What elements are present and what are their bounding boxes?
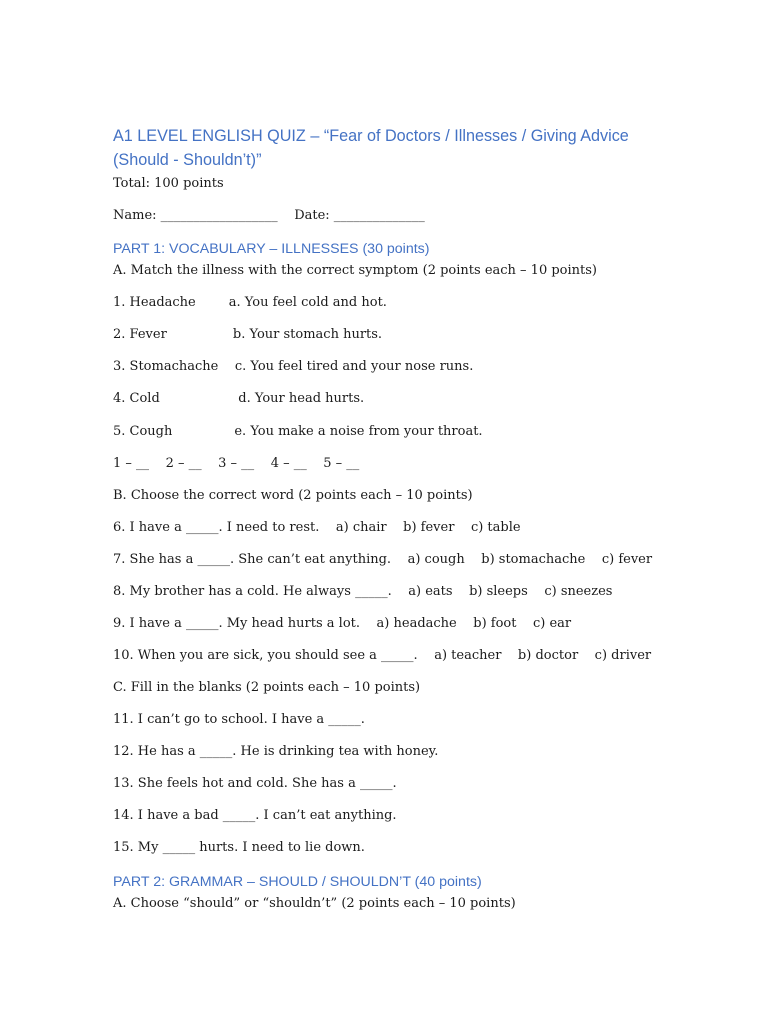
match-item: 4. Cold d. Your head hurts. xyxy=(113,391,365,406)
section-a-instruction: A. Match the illness with the correct symptom (2 points each – 10 points) xyxy=(113,263,598,278)
part-2-heading: PART 2: GRAMMAR – SHOULD / SHOULDN’T (40 points) xyxy=(113,874,482,890)
choice-question: 10. When you are sick, you should see a _____. a) teacher b) doctor c) driver xyxy=(113,648,652,663)
part-1-heading: PART 1: VOCABULARY – ILLNESSES (30 points) xyxy=(113,241,430,257)
fill-blank-question: 12. He has a _____. He is drinking tea with honey. xyxy=(113,744,439,759)
part-2-section-a-instruction: A. Choose “should” or “shouldn’t” (2 points each – 10 points) xyxy=(113,896,516,911)
quiz-title-line-2: (Should - Shouldn’t)” xyxy=(113,151,262,169)
section-c-instruction: C. Fill in the blanks (2 points each – 10 points) xyxy=(113,680,421,695)
choice-question: 9. I have a _____. My head hurts a lot. a) headache b) foot c) ear xyxy=(113,616,572,631)
fill-blank-question: 15. My _____ hurts. I need to lie down. xyxy=(113,840,365,855)
quiz-title-line-1: A1 LEVEL ENGLISH QUIZ – “Fear of Doctors / Illnesses / Giving Advice xyxy=(113,127,629,145)
fill-blank-question: 14. I have a bad _____. I can’t eat anything. xyxy=(113,808,397,823)
choice-question: 7. She has a _____. She can’t eat anything. a) cough b) stomachache c) fever xyxy=(113,552,653,567)
name-date-line: Name: __________________ Date: ______________ xyxy=(113,208,425,223)
match-item: 2. Fever b. Your stomach hurts. xyxy=(113,327,383,342)
choice-question: 8. My brother has a cold. He always _____. a) eats b) sleeps c) sneezes xyxy=(113,584,613,599)
fill-blank-question: 13. She feels hot and cold. She has a _____. xyxy=(113,776,397,791)
choice-question: 6. I have a _____. I need to rest. a) chair b) fever c) table xyxy=(113,520,521,535)
match-answer-line: 1 – __ 2 – __ 3 – __ 4 – __ 5 – __ xyxy=(113,456,360,471)
match-item: 1. Headache a. You feel cold and hot. xyxy=(113,295,387,310)
section-b-instruction: B. Choose the correct word (2 points each – 10 points) xyxy=(113,488,473,503)
match-item: 3. Stomachache c. You feel tired and your nose runs. xyxy=(113,359,474,374)
match-item: 5. Cough e. You make a noise from your throat. xyxy=(113,424,483,439)
total-points: Total: 100 points xyxy=(113,176,224,191)
fill-blank-question: 11. I can’t go to school. I have a _____. xyxy=(113,712,365,727)
